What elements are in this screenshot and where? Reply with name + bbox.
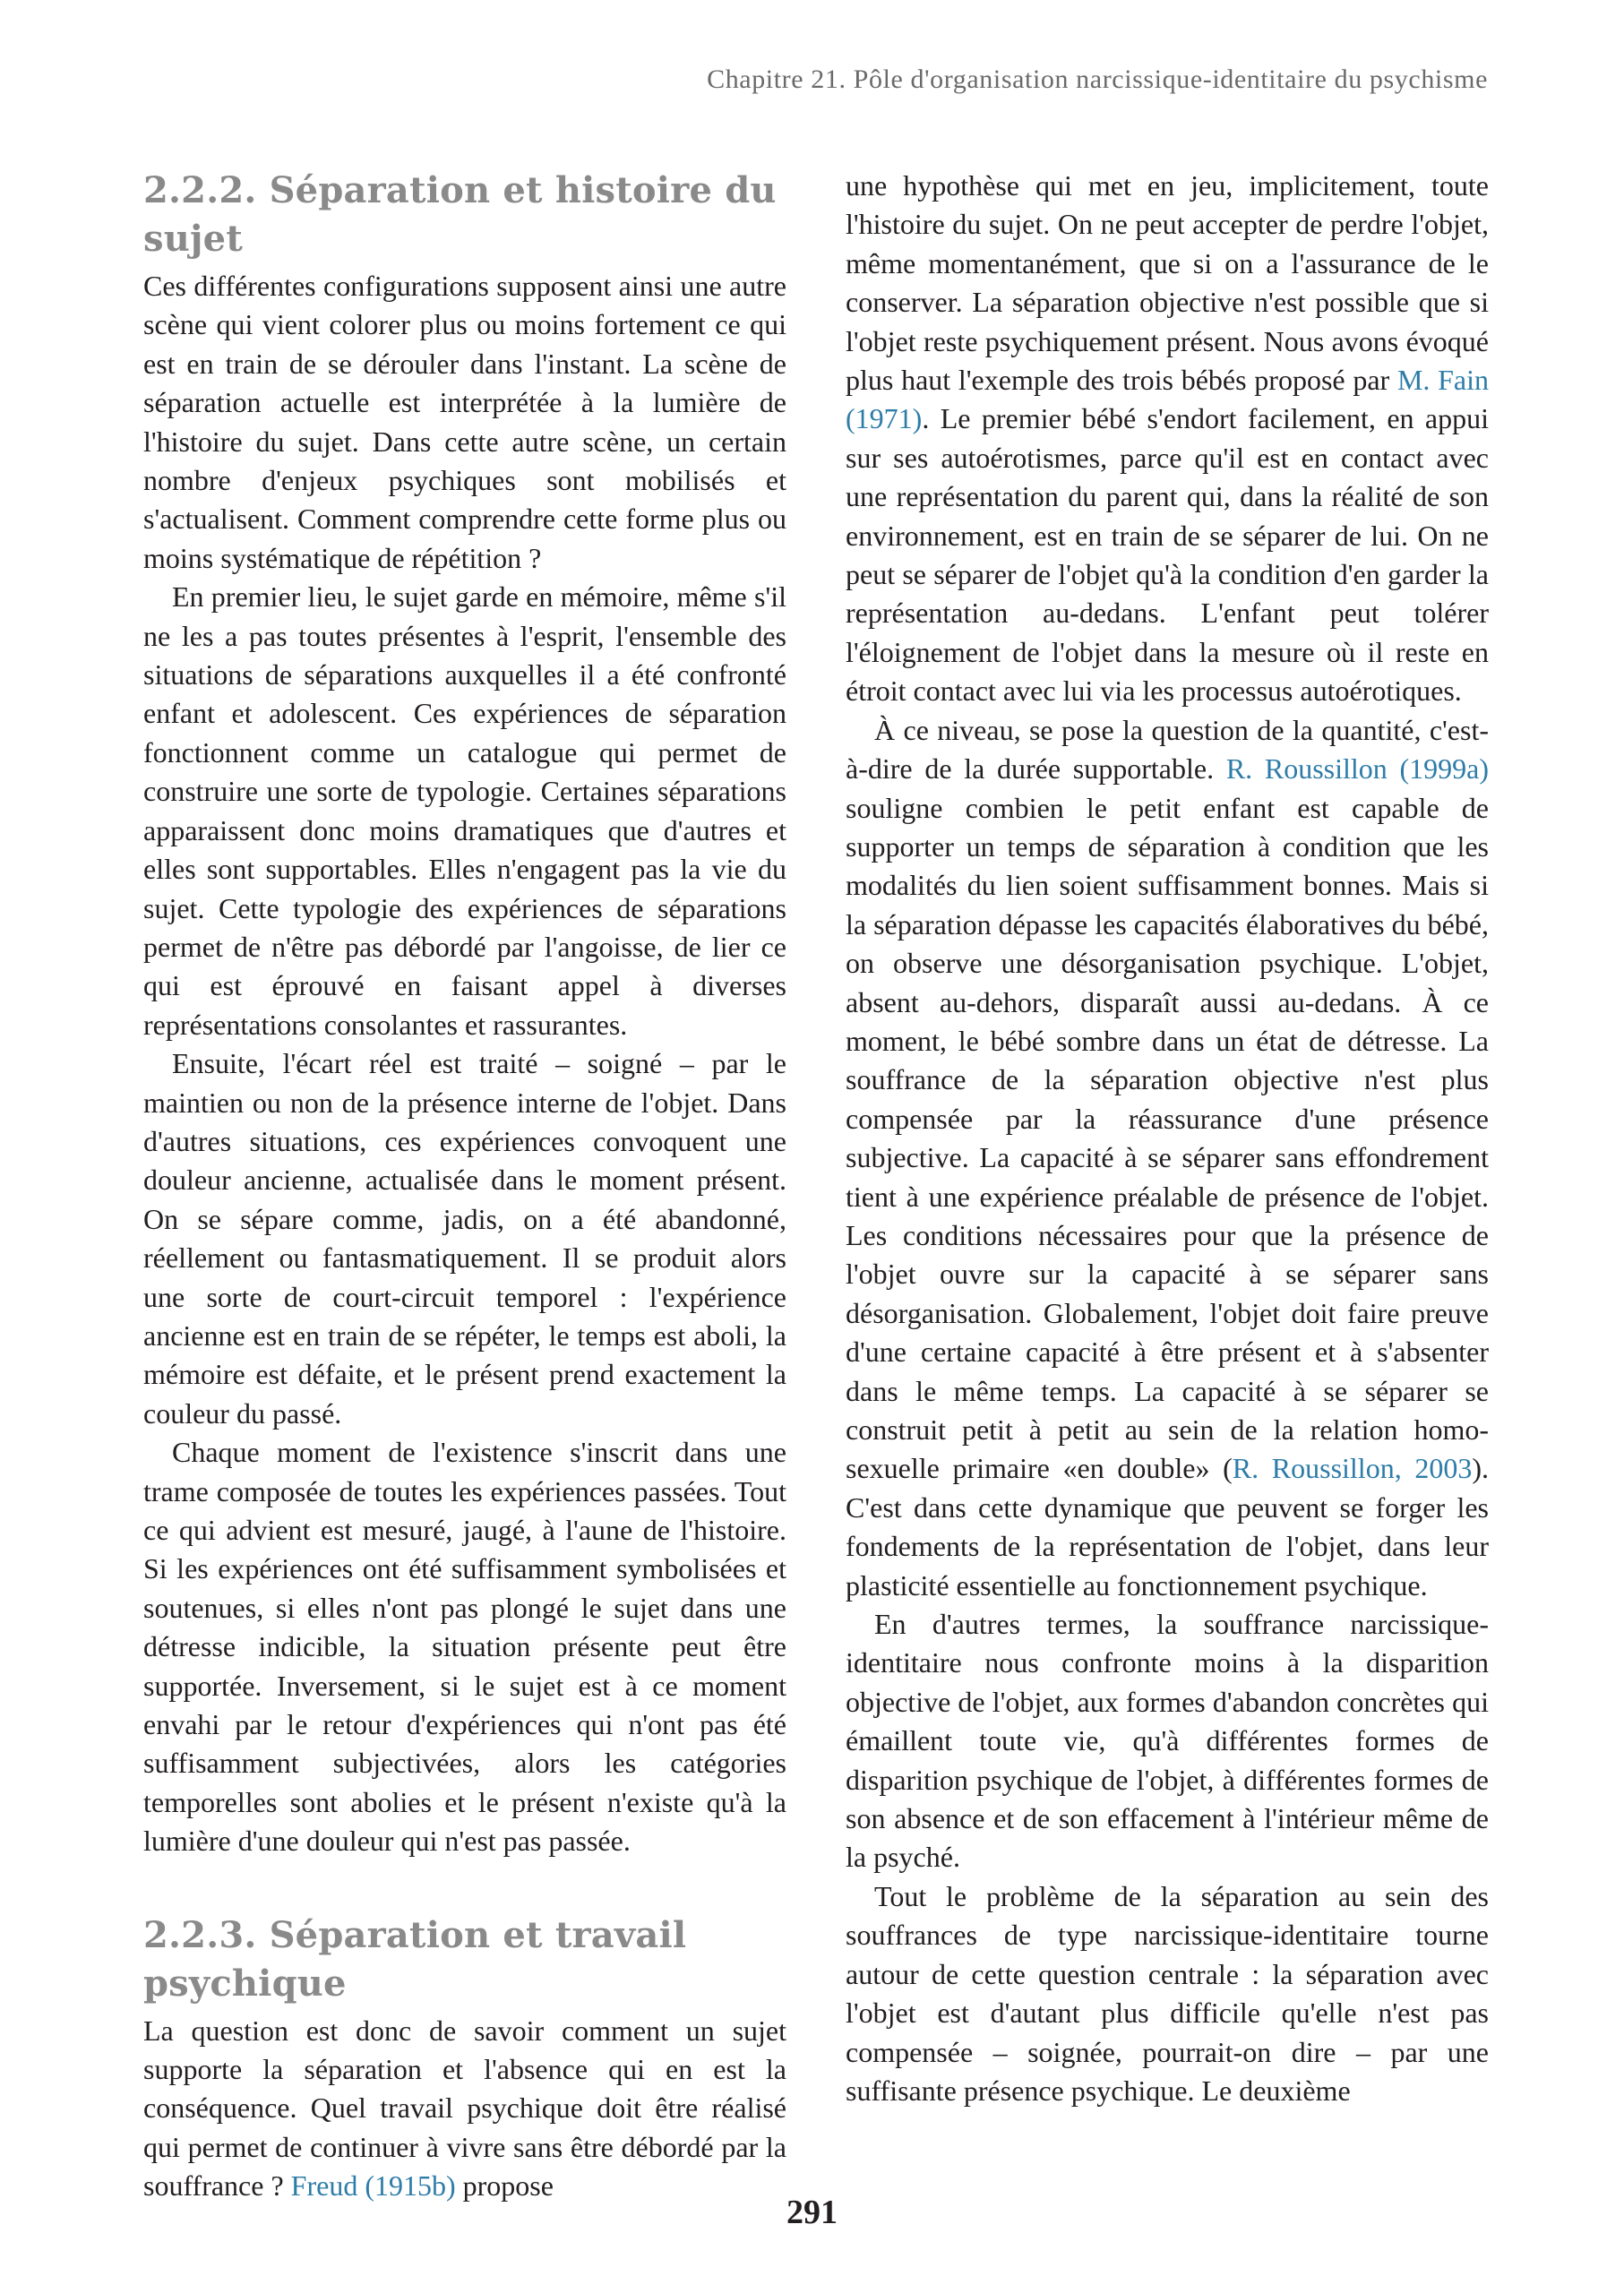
paragraph: En premier lieu, le sujet garde en mémoire, même s'il ne les a pas toutes présentes à l'esprit, l'ensemble des situations de séparations auxquelles il a été confronté enfant et adolescent. Ces expériences de séparation fonctionnent comme un catalogue qui permet de construire une sorte de typologie. Certaines séparations apparaissent donc moins dramatiques que d'autres et elles sont supportables. Elles n'engagent pas la vie du sujet. Cette typologie des expériences de séparations permet de n'être pas débordé par l'angoisse, de lier ce qui est éprouvé en faisant appel à diverses représentations consolantes et rassurantes. (143, 580, 786, 1041)
paragraph: En d'autres termes, la souffrance narcissique-identitaire nous confronte moins à la disparition objective de l'objet, aux formes d'abandon concrètes qui émaillent toute vie, qu'à différentes formes de disparition psychique de l'objet, à différentes formes de son absence et de son effacement à l'intérieur même de la psyché. (846, 1608, 1489, 1874)
paragraph (846, 711, 1489, 1605)
paragraph (143, 2012, 786, 2206)
paragraph-text: propose (462, 2169, 554, 2203)
reference-link-roussillon-2003[interactable]: R. Roussillon, 2003 (1232, 1452, 1473, 1485)
paragraph: Ensuite, l'écart réel est traité – soigné – par le maintien ou non de la présence interne de l'objet. Dans d'autres situations, ces expériences convoquent une douleur ancienne, actualisée dans le moment présent. On se sépare comme, jadis, on a été abandonné, réellement ou fantasmatiquement. Il se produit alors une sorte de court-circuit temporel : l'expérience ancienne est en train de se répéter, le temps est aboli, la mémoire est défaite, et le présent prend exactement la couleur du passé. (143, 1047, 786, 1430)
paragraph-text: souligne combien le petit enfant est capable de supporter un temps de séparation à condition que les modalités du lien soient suffisamment bonnes. Mais si la séparation dépasse les capacités élaboratives du bébé, on observe une désorganisation psychique. L'objet, absent au-dehors, disparaît aussi au-dedans. À ce moment, le bébé sombre dans un état de détresse. La souffrance de la séparation objective n'est plus compensée par la réassurance d'une présence subjective. La capacité à se séparer sans effondrement tient à une expérience préalable de présence de l'objet. Les conditions nécessaires pour que la présence de l'objet ouvre sur la capacité à se séparer sans désorganisation. Globalement, l'objet doit faire preuve d'une certaine capacité à être présent et à s'absenter dans le même temps. La capacité à se séparer se construit petit à petit au sein de la relation homosexuelle primaire «en double» ( (846, 791, 1489, 1485)
paragraph: Tout le problème de la séparation au sein des souffrances de type narcissique-identitaire tourne autour de cette question centrale : la séparation avec l'objet est d'autant plus difficile qu'elle n'est pas compensée – soignée, pourrait-on dire – par une suffisante présence psychique. Le deuxième (846, 1879, 1489, 2107)
paragraph: Ces différentes configurations supposent ainsi une autre scène qui vient colorer plus ou moins fortement ce qui est en train de se dérouler dans l'instant. La scène de séparation actuelle est interprétée à la lumière de l'histoire du sujet. Dans cette autre scène, un certain nombre d'enjeux psychiques sont mobilisés et s'actualisent. Comment comprendre cette forme plus ou moins systématique de répétition ? (143, 270, 786, 574)
left-column (143, 167, 786, 2206)
paragraph-text: La question est donc de savoir comment un sujet supporte la séparation et l'absence qui en est la conséquence. Quel travail psychique doit être réalisé qui permet de continuer à vivre sans être débordé par la souffrance ? (143, 2014, 786, 2203)
paragraph-text: une hypothèse qui met en jeu, implicitement, toute l'histoire du sujet. On ne peut accepter de perdre l'objet, même momentanément, que si on a l'assurance de le conserver. La séparation objective n'est possible que si l'objet reste psychiquement présent. Nous avons évoqué plus haut l'exemple des trois bébés proposé par (846, 169, 1489, 397)
right-column (846, 167, 1489, 2110)
paragraph: Chaque moment de l'existence s'inscrit dans une trame composée de toutes les expériences passées. Tout ce qui advient est mesuré, jaugé, à l'aune de l'histoire. Si les expériences ont été suffisamment symbolisées et soutenues, si elles n'ont pas plongé le sujet dans une détresse indicible, la situation présente peut être supportée. Inversement, si le sujet est à ce moment envahi par le retour d'expériences qui n'ont pas été suffisamment subjectivées, alors les catégories temporelles sont abolies et le présent n'existe qu'à la lumière d'une douleur qui n'est pas passée. (143, 1436, 786, 1858)
paragraph (846, 167, 1489, 711)
reference-link-fain[interactable]: M. Fain (1971) (846, 364, 1490, 435)
reference-link-freud[interactable]: Freud (1915b) (290, 2169, 456, 2203)
reference-link-roussillon-1999a[interactable]: R. Roussillon (1999a) (1225, 752, 1490, 786)
section-heading-2-2-2: 2.2.2. Séparation et histoire du sujet (143, 169, 777, 260)
paragraph-text: . Le premier bébé s'endort facilement, en appui sur ses autoérotismes, parce qu'il est en contact avec une représentation du parent qui, dans la réalité de son environnement, est en train de se séparer de lui. On ne peut se séparer de l'objet qu'à la condition d'en garder la représentation au-dedans. L'enfant peut tolérer l'éloignement de l'objet dans la mesure où il reste en étroit contact avec lui via les processus autoérotiques. (846, 402, 1489, 708)
running-head: Chapitre 21. Pôle d'organisation narcissique-identitaire du psychisme (707, 64, 1488, 94)
section-heading-2-2-3: 2.2.3. Séparation et travail psychique (143, 1913, 687, 2005)
paragraph-text: ). C'est dans cette dynamique que peuvent se forger les fondements de la représentation de l'objet, dans leur plasticité essentielle au fonctionnement psychique. (846, 1452, 1489, 1602)
page-number: 291 (786, 2194, 838, 2231)
paragraph-text: À ce niveau, se pose la question de la quantité, c'est-à-dire de la durée supportable. (846, 713, 1489, 786)
